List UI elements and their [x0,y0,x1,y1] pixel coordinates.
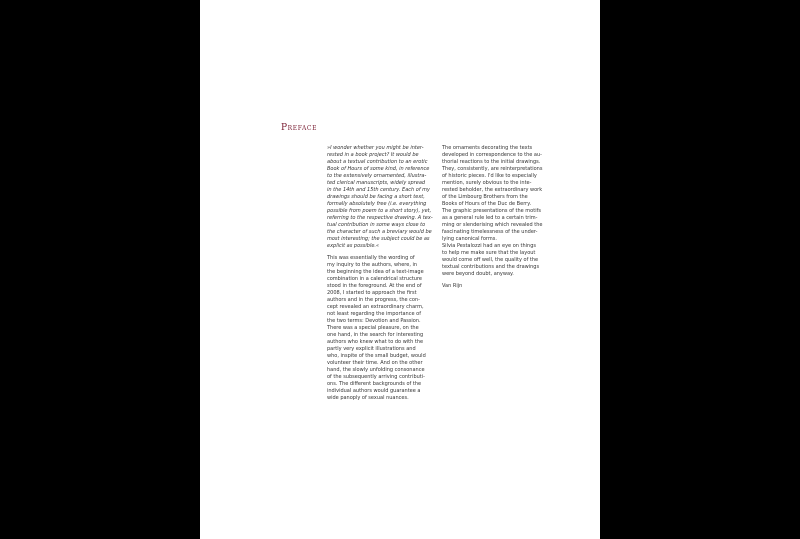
text-line: authors who knew what to do with the [327,339,424,345]
text-line: wide panoply of sexual nuances. [327,395,409,401]
text-line: developed in correspondence to the au- [442,152,542,158]
right-column [442,145,558,290]
text-line: most interesting; the subject could be as [327,236,430,242]
text-line: This was essentially the wording of [327,255,415,261]
text-line: stood in the foreground. At the end of [327,283,422,289]
text-line: 2008, I started to approach the first [327,290,417,296]
text-line: Books of Hours of the Duc de Berry. [442,201,532,207]
text-line: my inquiry to the authors, where, in [327,262,418,268]
text-line: formally absolutely free (i.e. everything [327,201,427,207]
text-line: The graphic presentations of the motifs [442,208,541,214]
text-line: not least regarding the importance of [327,311,421,317]
text-line: the two terms: Devotion and Passion. [327,318,421,324]
text-line: fascinating timelessness of the under- [442,229,538,235]
page-title: Preface [281,123,318,134]
text-line: lying canonical forms. [442,236,497,242]
text-line: authors and in the progress, the con- [327,297,420,303]
text-line: partly very explicit illustrations and [327,346,416,352]
text-line: were beyond doubt, anyway. [442,271,514,277]
body-paragraph [442,243,558,278]
text-line: who, inspite of the small budget, would [327,353,426,359]
quote-paragraph [327,145,443,250]
text-line: drawings should be facing a short text, [327,194,425,200]
text-line: as a general rule led to a certain trim- [442,215,538,221]
text-line: possible from poem to a short story), yet, [327,208,432,214]
left-column [327,145,443,407]
text-line: thorial reactions to the initial drawings. [442,159,541,165]
text-line: ons. The different backgrounds of the [327,381,422,387]
text-line: The ornaments decorating the texts [442,145,533,151]
text-line: cept revealed an extraordinary charm, [327,304,424,310]
text-line: referring to the respective drawing. A tex- [327,215,433,221]
text-line: combination in a calendrical structure [327,276,422,282]
body-paragraph [442,145,558,243]
text-line: rested beholder, the extraordinary work [442,187,543,193]
text-line: the character of such a breviary would be [327,229,432,235]
text-line: ted clerical manuscripts, widely spread [327,180,426,186]
text-line: to help me make sure that the layout [442,250,536,256]
text-line: would come off well, the quality of the [442,257,539,263]
text-line: mention, surely obvious to the inte- [442,180,532,186]
text-line: Silvia Pestalozzi had an eye on things [442,243,536,249]
signature: Van Rijn [442,283,463,289]
text-line: to the extensively ornamented, illustra- [327,173,427,179]
text-line: volunteer their time. And on the other [327,360,423,366]
text-line: hand, the slowly unfolding consonance [327,367,425,373]
document-page [200,0,600,539]
text-line: of the subsequently arriving contributi- [327,374,425,380]
text-line: in the 14th and 15th century. Each of my [327,187,430,193]
text-line: about a textual contribution to an erotic [327,159,428,165]
text-line: Book of Hours of some kind, in reference [327,166,430,172]
text-line: There was a special pleasure, on the [327,325,419,331]
text-line: one hand, in the search for interesting [327,332,424,338]
body-paragraph [327,255,443,402]
text-line: of historic pieces. I'd like to especially [442,173,537,179]
text-line: explicit as possible.« [327,243,380,249]
text-line: rested in a book project? It would be [327,152,419,158]
text-line: individual authors would guarantee a [327,388,421,394]
text-line: the beginning the idea of a text-image [327,269,424,275]
text-line: of the Limbourg Brothers from the [442,194,528,200]
text-line: »I wonder whether you might be inter- [327,145,424,151]
text-line: ming or slenderising which revealed the [442,222,543,228]
text-line: They, consistently, are reinterpretations [442,166,543,172]
text-line: textual contributions and the drawings [442,264,540,270]
text-line: tual contribution in some ways close to [327,222,426,228]
